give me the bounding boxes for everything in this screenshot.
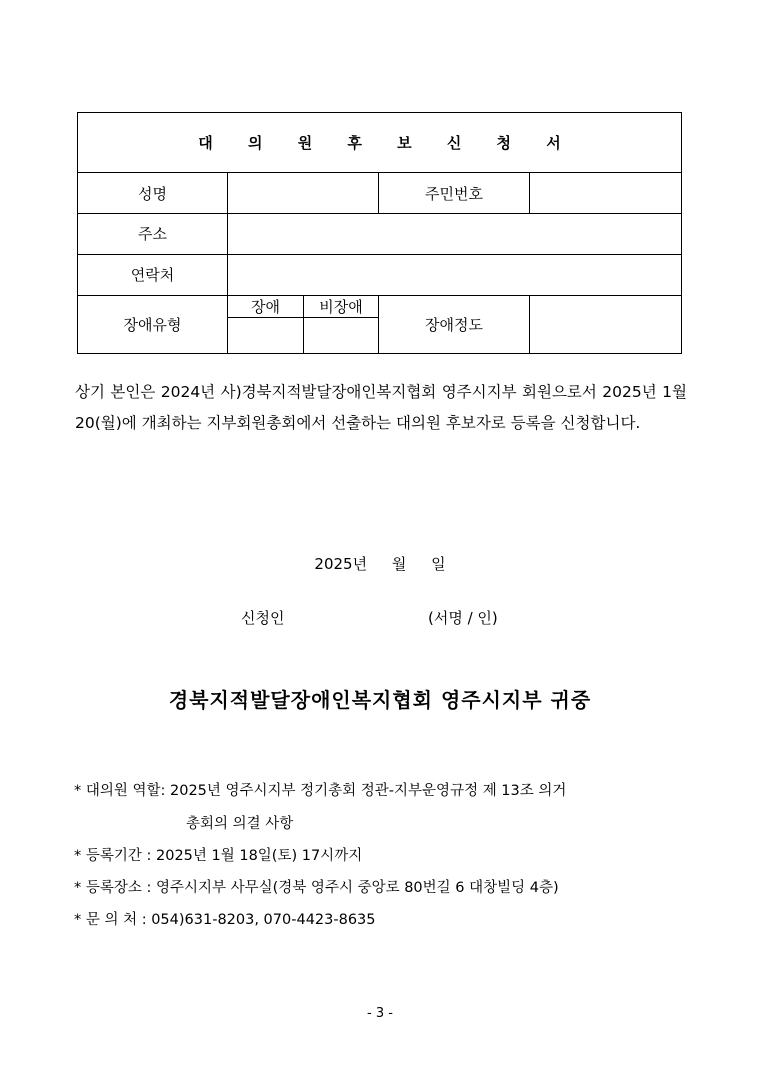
form-title: 대 의 원 후 보 신 청 서: [78, 113, 682, 173]
address-field[interactable]: [228, 214, 682, 254]
disabled-option-label: 장애: [228, 295, 304, 317]
applicant-label: 신청인: [241, 609, 285, 627]
note-role: * 대의원 역할: 2025년 영주시지부 정기총회 정관-지부운영규정 제 13조 의거: [74, 783, 567, 799]
signature-note: (서명 / 인): [428, 609, 498, 627]
disability-degree-label: 장애정도: [379, 295, 530, 353]
resident-number-field[interactable]: [530, 173, 682, 214]
disability-degree-field[interactable]: [530, 295, 682, 353]
resident-number-label: 주민번호: [379, 173, 530, 214]
note-registration-place: * 등록장소 : 영주시지부 사무실(경북 영주시 중앙로 80번길 6 대창빌딩 4층): [74, 880, 559, 896]
note-inquiry: * 문 의 처 : 054)631-8203, 070-4423-8635: [74, 912, 376, 928]
note-role-continued: 총회의 의결 사항: [186, 816, 294, 832]
address-label: 주소: [78, 214, 228, 254]
contact-label: 연락처: [78, 254, 228, 295]
page-number: - 3 -: [367, 1006, 393, 1021]
non-disabled-option-label: 비장애: [304, 295, 379, 317]
non-disabled-checkbox-cell[interactable]: [304, 317, 379, 353]
contact-field[interactable]: [228, 254, 682, 295]
name-label: 성명: [78, 173, 228, 214]
note-registration-period: * 등록기간 : 2025년 1월 18일(토) 17시까지: [74, 848, 363, 864]
application-statement: 상기 본인은 2024년 사)경북지적발달장애인복지협회 영주시지부 회원으로서 2025년 1월 20(월)에 개최하는 지부회원총회에서 선출하는 대의원 후보자로 등록을 신청합니다.: [75, 383, 687, 432]
application-form-table: [77, 112, 682, 354]
organization-recipient: 경북지적발달장애인복지협회 영주시지부 귀중: [168, 688, 592, 712]
disability-type-label: 장애유형: [78, 295, 228, 353]
date-line: 2025년 월 일: [314, 555, 446, 573]
disabled-checkbox-cell[interactable]: [228, 317, 304, 353]
name-field[interactable]: [228, 173, 379, 214]
